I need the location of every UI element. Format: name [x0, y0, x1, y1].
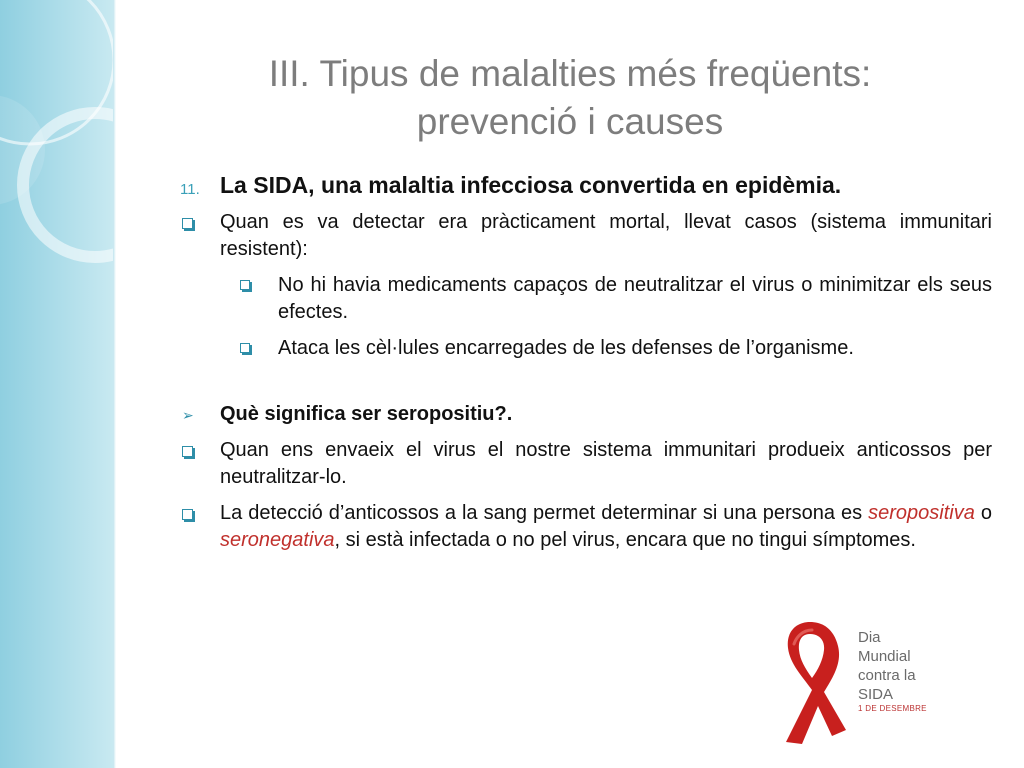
list-number: 11.	[180, 181, 200, 198]
bullet-text-mid: o	[974, 502, 993, 524]
sub-bullet-item	[238, 335, 992, 362]
bullet-text: Quan es va detectar era pràcticament mortal, llevat casos (sistema immunitari resistent):	[220, 211, 992, 260]
numbered-heading	[180, 170, 992, 200]
bullet-text-pre: La detecció d’anticossos a la sang permet determinar si una persona es	[220, 502, 869, 524]
decorative-circles	[0, 0, 113, 320]
logo-line-1: Dia	[858, 629, 881, 646]
red-ribbon-icon	[772, 618, 850, 746]
heading-text: La SIDA, una malaltia infecciosa convertida en epidèmia.	[220, 172, 842, 198]
checkbox-bullet-icon	[240, 343, 250, 353]
bullet-item	[180, 500, 992, 554]
bullet-item	[180, 437, 992, 491]
checkbox-bullet-icon	[182, 218, 193, 229]
emphasis-term-seronegativa: seronegativa	[220, 529, 335, 551]
logo-date: 1 DE DESEMBRE	[858, 704, 927, 713]
question-text: Què significa ser seropositiu?.	[220, 403, 513, 425]
bullet-text-post: , si està infectada o no pel virus, encara que no tingui símptomes.	[334, 529, 916, 551]
emphasis-term-seropositiva: seropositiva	[868, 502, 975, 524]
logo-line-2: Mundial	[858, 648, 911, 665]
logo-text	[858, 628, 916, 704]
checkbox-bullet-icon	[182, 509, 193, 520]
title-line-2: prevenció i causes	[416, 101, 724, 142]
logo-line-3: contra la	[858, 667, 916, 684]
title-line-1: III. Tipus de malalties més freqüents:	[268, 53, 872, 94]
slide-content	[180, 170, 992, 554]
side-panel	[0, 0, 113, 768]
bullet-text: Quan ens envaeix el virus el nostre sistema immunitari produeix anticossos per neutralitzar-lo.	[220, 439, 992, 488]
sub-bullet-item	[238, 272, 992, 326]
bullet-text: No hi havia medicaments capaços de neutralitzar el virus o minimitzar els seus efectes.	[278, 274, 992, 323]
question-item	[180, 401, 992, 428]
bullet-item	[180, 209, 992, 263]
checkbox-bullet-icon	[240, 280, 250, 290]
side-edge	[113, 0, 116, 768]
slide-title	[140, 50, 1000, 146]
checkbox-bullet-icon	[182, 446, 193, 457]
world-aids-day-logo	[772, 618, 1012, 748]
arrow-bullet-icon: ➢	[182, 407, 194, 423]
logo-line-4: SIDA	[858, 686, 894, 703]
bullet-text: Ataca les cèl·lules encarregades de les defenses de l’organisme.	[278, 337, 854, 359]
